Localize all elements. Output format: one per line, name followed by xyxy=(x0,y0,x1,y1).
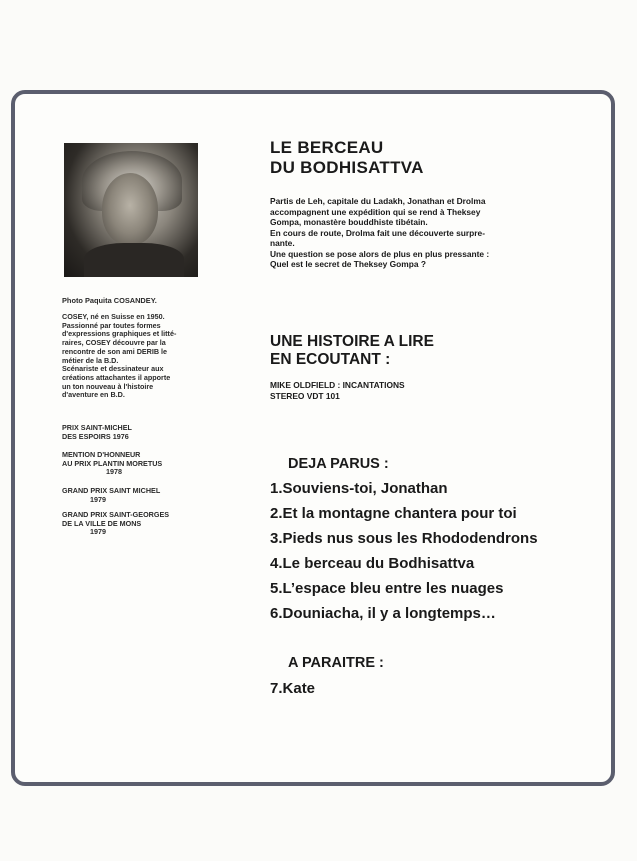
item-number: 3. xyxy=(270,530,283,547)
upcoming-list xyxy=(270,679,315,704)
item-title: Douniacha, il y a longtemps… xyxy=(282,605,496,622)
item-number: 5. xyxy=(270,580,283,597)
prize-year: 1978 xyxy=(106,467,122,477)
list-item xyxy=(270,479,538,504)
photo-face xyxy=(102,173,158,245)
item-number: 7. xyxy=(270,680,283,697)
prize-2 xyxy=(62,451,202,477)
synopsis-line: nante. xyxy=(270,238,295,248)
book-title xyxy=(270,138,424,178)
item-title: Et la montagne chantera pour toi xyxy=(282,505,517,522)
music-reference xyxy=(270,380,405,401)
prize-line: DES ESPOIRS 1976 xyxy=(62,431,129,441)
author-bio xyxy=(62,313,202,400)
item-number: 4. xyxy=(270,555,283,572)
list-item xyxy=(270,504,538,529)
bio-line: raires, COSEY découvre par la xyxy=(62,338,166,348)
prize-year: 1979 xyxy=(90,527,106,537)
music-line: MIKE OLDFIELD : INCANTATIONS xyxy=(270,380,405,390)
title-line: LE BERCEAU xyxy=(270,138,384,157)
bio-line: COSEY, né en Suisse en 1950. xyxy=(62,312,165,321)
synopsis-line: Partis de Leh, capitale du Ladakh, Jonathan et Drolma xyxy=(270,196,486,206)
heading-line: UNE HISTOIRE A LIRE xyxy=(270,333,434,350)
bio-line: créations attachantes il apporte xyxy=(62,372,171,382)
published-list xyxy=(270,479,538,629)
author-photo xyxy=(64,143,198,277)
prize-line: DE LA VILLE DE MONS xyxy=(62,518,142,528)
bio-line: un ton nouveau à l'histoire xyxy=(62,381,154,391)
item-number: 2. xyxy=(270,505,283,522)
list-item xyxy=(270,529,538,554)
item-number: 6. xyxy=(270,605,283,622)
list-item xyxy=(270,604,538,629)
synopsis-line: Une question se pose alors de plus en plus pressante : xyxy=(270,248,490,259)
prize-line: MENTION D'HONNEUR xyxy=(62,450,141,459)
list-item xyxy=(270,554,538,579)
item-title: L’espace bleu entre les nuages xyxy=(282,580,504,597)
item-title: Pieds nus sous les Rhododendrons xyxy=(282,530,538,547)
prize-1 xyxy=(62,424,202,441)
bio-line: métier de la B.D. xyxy=(62,355,119,365)
prize-line: GRAND PRIX SAINT MICHEL xyxy=(62,486,161,495)
item-title: Kate xyxy=(282,680,316,697)
prize-4 xyxy=(62,511,202,537)
prize-line: PRIX SAINT-MICHEL xyxy=(62,423,132,432)
prize-year: 1979 xyxy=(90,494,106,504)
item-title: Le berceau du Bodhisattva xyxy=(282,555,475,572)
published-heading: DEJA PARUS : xyxy=(288,456,389,472)
photo-caption: Photo Paquita COSANDEY. xyxy=(62,296,157,305)
music-line: STEREO VDT 101 xyxy=(270,390,340,401)
bio-line: d'aventure en B.D. xyxy=(62,390,125,400)
prize-line: GRAND PRIX SAINT-GEORGES xyxy=(62,510,170,519)
prize-line: AU PRIX PLANTIN MORETUS xyxy=(62,458,163,468)
heading-line: EN ECOUTANT : xyxy=(270,351,391,368)
bio-line: Scénariste et dessinateur aux xyxy=(62,364,164,374)
upcoming-heading: A PARAITRE : xyxy=(288,655,384,671)
synopsis-line: En cours de route, Drolma fait une découverte surpre- xyxy=(270,227,486,238)
bio-line: Passionné par toutes formes xyxy=(62,320,161,330)
bio-line: d'expressions graphiques et litté- xyxy=(62,329,177,339)
bio-line: rencontre de son ami DERIB le xyxy=(62,346,168,356)
book-synopsis xyxy=(270,196,580,270)
synopsis-line: Quel est le secret de Theksey Gompa ? xyxy=(270,259,426,269)
synopsis-line: accompagnent une expédition qui se rend à Theksey xyxy=(270,206,481,217)
photo-body xyxy=(84,243,184,277)
item-title: Souviens-toi, Jonathan xyxy=(282,480,448,497)
synopsis-line: Gompa, monastère bouddhiste tibétain. xyxy=(270,217,428,227)
prize-3 xyxy=(62,487,202,504)
title-line: DU BODHISATTVA xyxy=(270,158,424,177)
item-number: 1. xyxy=(270,480,283,497)
list-item xyxy=(270,679,315,704)
listen-heading xyxy=(270,333,434,369)
list-item xyxy=(270,579,538,604)
